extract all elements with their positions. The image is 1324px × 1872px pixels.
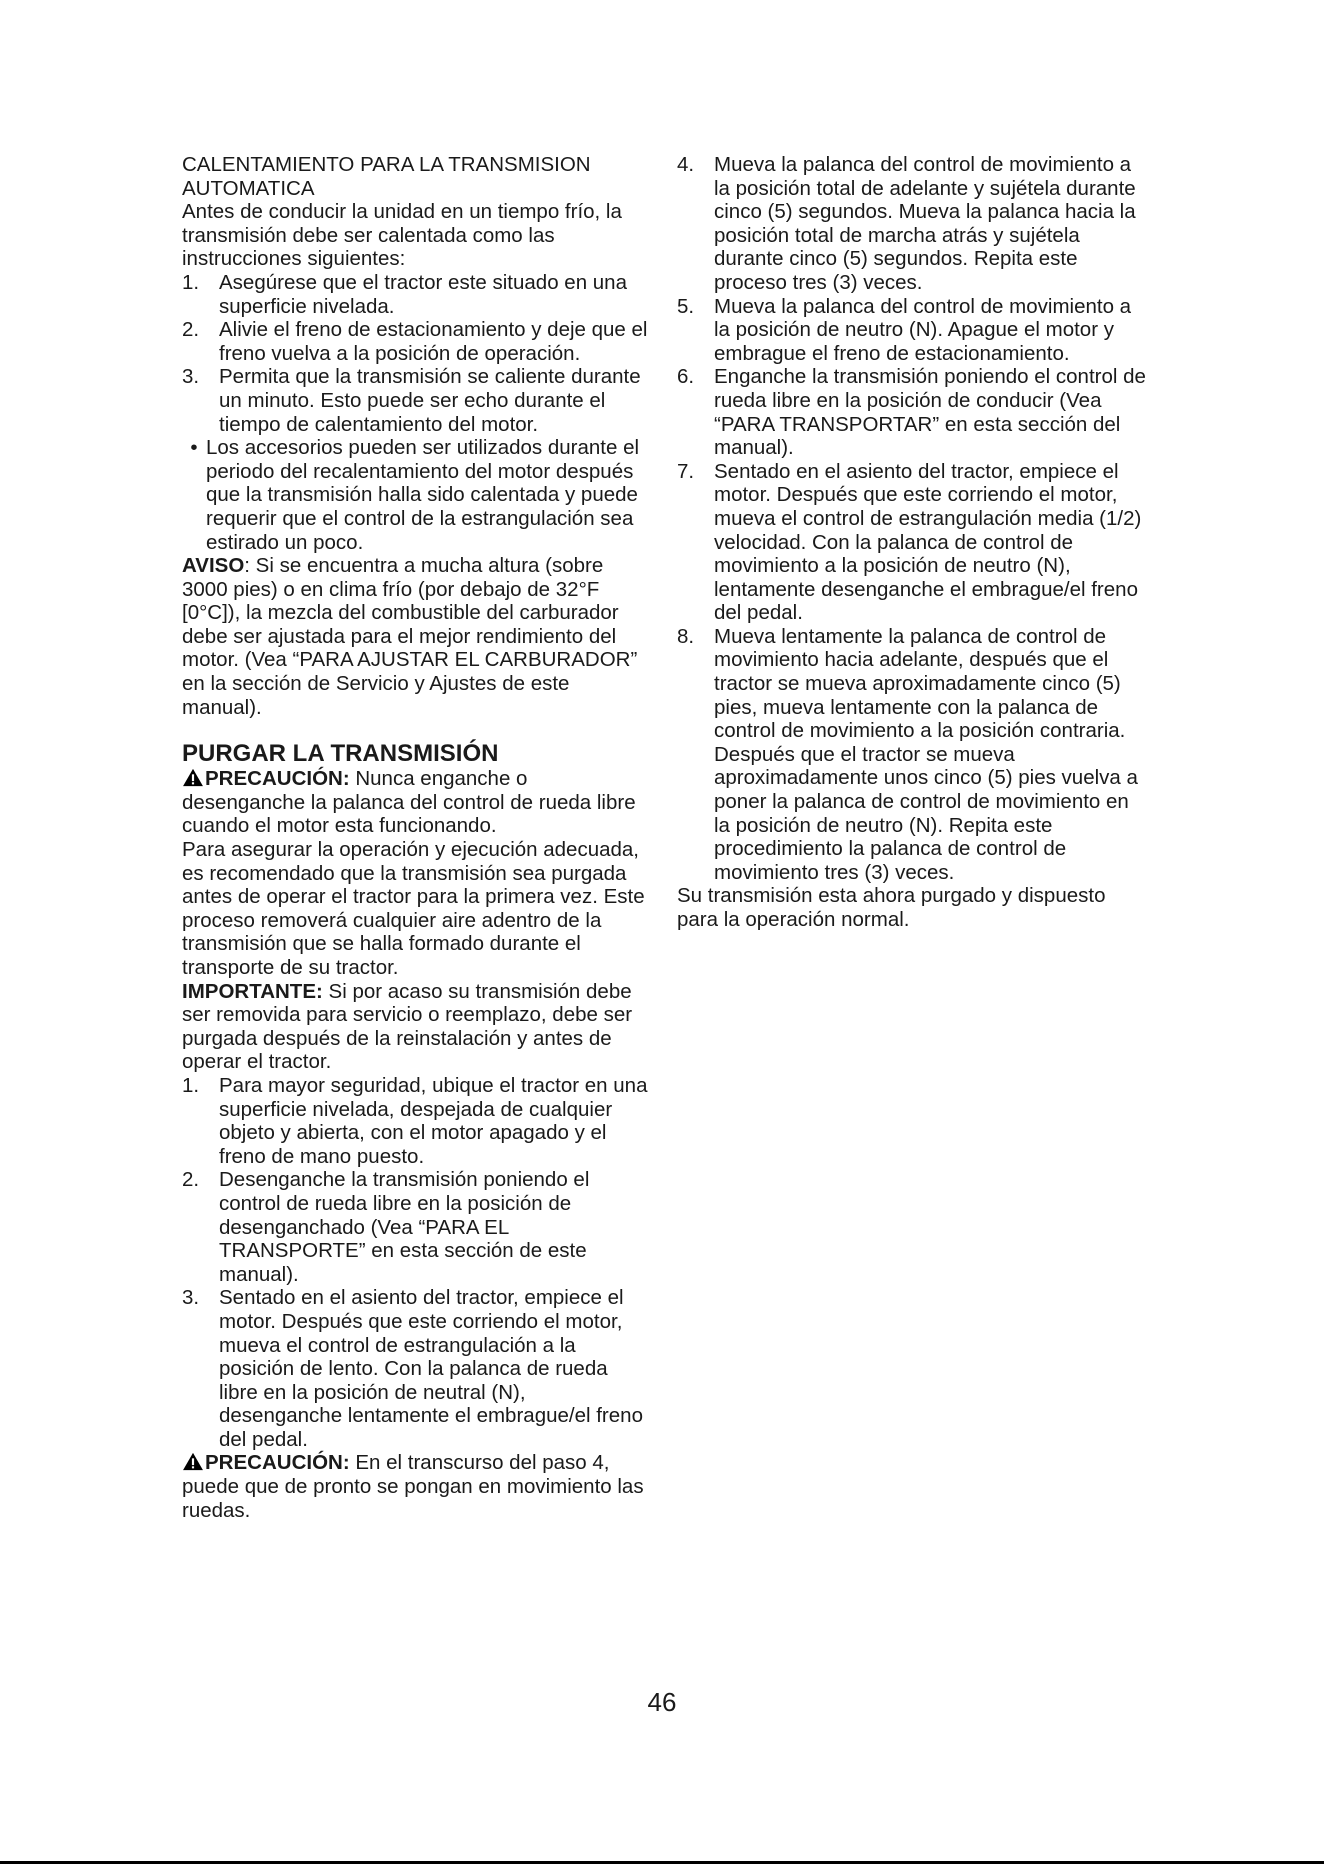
step-number: 7. bbox=[677, 459, 695, 483]
bullet-icon: • bbox=[190, 436, 198, 460]
list-item bbox=[182, 1286, 652, 1451]
step-text: Alivie el freno de estacionamiento y deje que el freno vuelva a la posición de operación. bbox=[219, 318, 648, 365]
caution-paragraph bbox=[182, 1451, 652, 1522]
list-item bbox=[182, 1168, 652, 1286]
bullet-item bbox=[182, 436, 652, 554]
purge-heading: PURGAR LA TRANSMISIÓN bbox=[182, 740, 499, 768]
list-item bbox=[677, 460, 1147, 625]
important-text: Si por acaso su transmisión debe ser removida para servicio o reemplazo, debe ser purgada después de la reinstalación y antes de operar el tractor. bbox=[182, 979, 633, 1074]
step-number: 8. bbox=[677, 624, 695, 648]
step-text: Para mayor seguridad, ubique el tractor en una superficie nivelada, despejada de cualquier objeto y abierta, con el motor apagado y el freno de mano puesto. bbox=[219, 1073, 648, 1168]
step-number: 1. bbox=[182, 1073, 200, 1097]
step-number: 2. bbox=[182, 318, 200, 342]
step-text: Mueva la palanca del control de movimiento a la posición de neutro (N). Apague el motor y embrague el freno de estacionamiento. bbox=[714, 294, 1132, 365]
caution-label: PRECAUCIÓN: bbox=[205, 1451, 350, 1475]
step-number: 3. bbox=[182, 1286, 200, 1310]
closing-paragraph: Su transmisión esta ahora purgado y dispuesto para la operación normal. bbox=[677, 884, 1106, 931]
step-number: 5. bbox=[677, 294, 695, 318]
caution-paragraph bbox=[182, 767, 652, 838]
list-item bbox=[677, 365, 1147, 459]
left-column bbox=[182, 153, 652, 1522]
step-text: Enganche la transmisión poniendo el control de rueda libre en la posición de conducir (Vea “PARA TRANSPORTAR” en esta sección del manual). bbox=[714, 365, 1146, 460]
aviso-text: : Si se encuentra a mucha altura (sobre 3000 pies) o en clima frío (por debajo de 32°F [0°C]), la mezcla del combustible del carburador debe ser ajustada para el mejor rendimiento del motor. (Vea “PARA AJUSTAR EL CARBURADOR” en la sección de Servicio y Ajustes de este manual). bbox=[182, 554, 638, 719]
step-text: Mueva la palanca del control de movimiento a la posición total de adelante y sujétela durante cinco (5) segundos. Mueva la palanca hacia la posición total de marcha atrás y sujétela durante cinco (5) segundos. Repita este proceso tres (3) veces. bbox=[714, 153, 1136, 294]
important-label: IMPORTANTE: bbox=[182, 979, 323, 1003]
list-item bbox=[182, 318, 652, 365]
step-text: Permita que la transmisión se caliente durante un minuto. Esto puede ser echo durante el tiempo de calentamiento del motor. bbox=[219, 365, 641, 436]
list-item bbox=[677, 295, 1147, 366]
warmup-intro: Antes de conducir la unidad en un tiempo frío, la transmisión debe ser calentada como las instrucciones siguientes: bbox=[182, 200, 622, 271]
list-item bbox=[677, 153, 1147, 295]
page-number: 46 bbox=[647, 1687, 677, 1717]
important-paragraph bbox=[182, 980, 652, 1074]
purge-intro: Para asegurar la operación y ejecución adecuada, es recomendado que la transmisión sea purgada antes de operar el tractor para la primera vez. Este proceso removerá cualquier aire adentro de la transmisión que se halla formado durante el transporte de su tractor. bbox=[182, 838, 645, 979]
bullet-text: Los accesorios pueden ser utilizados durante el periodo del recalentamiento del motor después que la transmisión halla sido calentada y puede requerir que el control de la estrangulación sea estirado un poco. bbox=[206, 436, 640, 554]
step-text: Sentado en el asiento del tractor, empiece el motor. Después que este corriendo el motor, mueva el control de estrangulación a la posición de lento. Con la palanca de rueda libre en la posición de neutral (N), desenganche lentamente el embrague/el freno del pedal. bbox=[219, 1286, 643, 1451]
step-number: 1. bbox=[182, 270, 200, 294]
list-item bbox=[182, 271, 652, 318]
caution-label: PRECAUCIÓN: bbox=[205, 767, 350, 791]
caution-text: En el transcurso del paso 4, puede que de pronto se pongan en movimiento las ruedas. bbox=[182, 1451, 644, 1522]
right-column bbox=[677, 153, 1147, 932]
list-item bbox=[182, 365, 652, 436]
bottom-rule bbox=[0, 1861, 1324, 1864]
aviso-paragraph bbox=[182, 554, 652, 719]
step-number: 6. bbox=[677, 365, 695, 389]
warning-triangle-icon bbox=[182, 768, 204, 787]
step-text: Mueva lentamente la palanca de control de movimiento hacia adelante, después que el tractor se mueva aproximadamente cinco (5) pies, mueva lentamente con la palanca de control de movimiento a la posición contraria. Después que el tractor se mueva aproximadamente unos cinco (5) pies vuelva a poner la palanca de control de movimiento en la posición de neutro (N). Repita este procedimiento la palanca de control de movimiento tres (3) veces. bbox=[714, 624, 1138, 884]
step-number: 2. bbox=[182, 1168, 200, 1192]
warmup-title: CALENTAMIENTO PARA LA TRANSMISION AUTOMATICA bbox=[182, 153, 591, 200]
step-text: Sentado en el asiento del tractor, empiece el motor. Después que este corriendo el motor, mueva el control de estrangulación media (1/2) velocidad. Con la palanca de control de movimiento a la posición de neutro (N), lentamente desenganche el embrague/el freno del pedal. bbox=[714, 459, 1142, 625]
step-text: Asegúrese que el tractor este situado en una superficie nivelada. bbox=[219, 270, 627, 318]
aviso-label: AVISO bbox=[182, 554, 245, 578]
step-number: 4. bbox=[677, 153, 695, 176]
warning-triangle-icon bbox=[182, 1452, 204, 1471]
caution-text: Nunca enganche o desenganche la palanca del control de rueda libre cuando el motor esta funcionando. bbox=[182, 767, 636, 838]
list-item bbox=[182, 1074, 652, 1168]
step-number: 3. bbox=[182, 365, 200, 389]
step-text: Desenganche la transmisión poniendo el control de rueda libre en la posición de desenganchado (Vea “PARA EL TRANSPORTE” en esta sección de este manual). bbox=[219, 1168, 590, 1286]
list-item bbox=[677, 625, 1147, 885]
